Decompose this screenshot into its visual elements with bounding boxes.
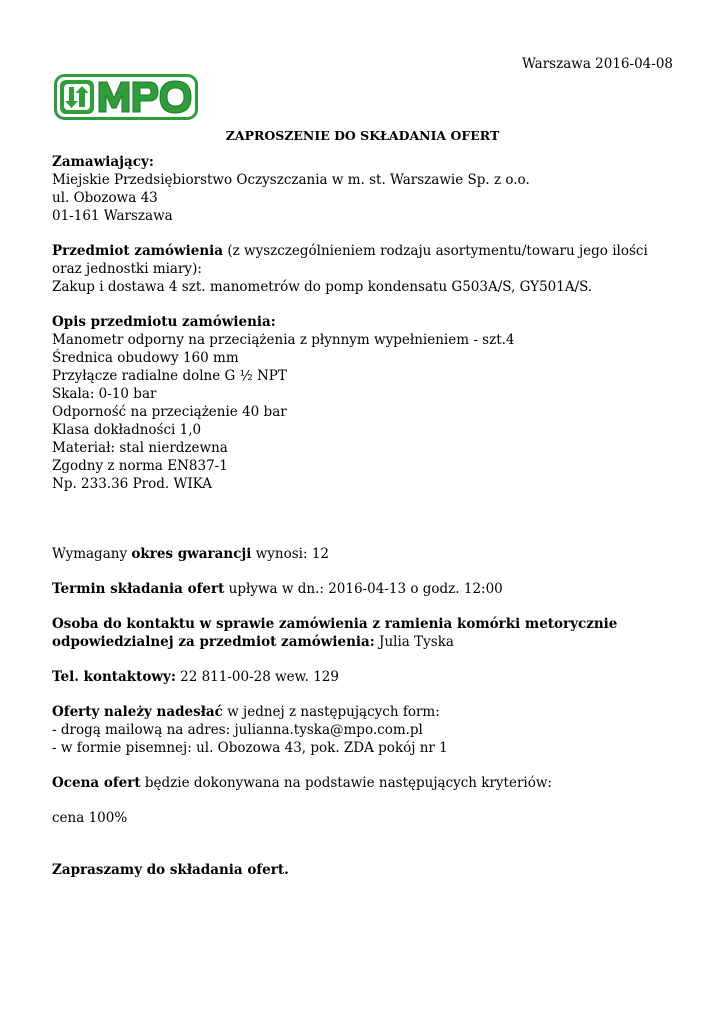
document-title: ZAPROSZENIE DO SKŁADANIA OFERT xyxy=(225,128,500,143)
evaluation-section xyxy=(52,774,677,792)
description-line: Przyłącze radialne dolne G ½ NPT xyxy=(52,368,287,384)
description-line: Klasa dokładności 1,0 xyxy=(52,422,202,438)
closing-invitation: Zapraszamy do składania ofert. xyxy=(52,862,289,878)
description-line: Średnica obudowy 160 mm xyxy=(52,350,239,366)
warranty-label: okres gwarancji xyxy=(131,546,252,562)
document-body xyxy=(52,153,677,879)
document-date: Warszawa 2016-04-08 xyxy=(521,56,673,72)
phone-section xyxy=(52,668,677,686)
offers-intro: w jednej z następujących form: xyxy=(222,704,440,720)
warranty-value: wynosi: 12 xyxy=(251,546,329,562)
contact-person-section xyxy=(52,615,677,651)
evaluation-criteria: cena 100% xyxy=(52,810,128,826)
offers-method: - drogą mailową na adres: julianna.tyska@mpo.com.pl xyxy=(52,722,423,738)
subject-section xyxy=(52,242,677,296)
offers-section xyxy=(52,703,677,757)
offers-method: - w formie pisemnej: ul. Obozowa 43, pok. ZDA pokój nr 1 xyxy=(52,740,448,756)
evaluation-intro: będzie dokonywana na podstawie następujących kryteriów: xyxy=(140,775,552,791)
deadline-label: Termin składania ofert xyxy=(52,581,225,597)
contact-person-label: Osoba do kontaktu w sprawie zamówienia z ramienia komórki metorycznie odpowiedzialnej za przedmiot zamówienia: xyxy=(52,616,618,650)
subject-text: Zakup i dostawa 4 szt. manometrów do pomp kondensatu G503A/S, GY501A/S. xyxy=(52,279,593,295)
evaluation-label: Ocena ofert xyxy=(52,775,141,791)
description-heading: Opis przedmiotu zamówienia: xyxy=(52,314,276,330)
deadline-section xyxy=(52,580,677,598)
buyer-section xyxy=(52,153,677,225)
subject-heading: Przedmiot zamówienia xyxy=(52,243,224,259)
buyer-line: 01-161 Warszawa xyxy=(52,208,173,224)
contact-person-value: Julia Tyska xyxy=(374,634,454,650)
description-line: Zgodny z norma EN837-1 xyxy=(52,458,228,474)
warranty-section xyxy=(52,545,677,563)
offers-label: Oferty należy nadesłać xyxy=(52,704,223,720)
buyer-line: Miejskie Przedsiębiorstwo Oczyszczania w m. st. Warszawie Sp. z o.o. xyxy=(52,172,530,188)
description-section xyxy=(52,313,677,493)
description-line: Np. 233.36 Prod. WIKA xyxy=(52,476,212,492)
warranty-prefix: Wymagany xyxy=(52,546,132,562)
subject-note: (z wyszczególnieniem rodzaju asortymentu/towaru jego ilości oraz jednostki miary): xyxy=(52,243,648,277)
buyer-line: ul. Obozowa 43 xyxy=(52,190,158,206)
phone-label: Tel. kontaktowy: xyxy=(52,669,176,685)
mpo-logo-icon xyxy=(54,74,198,120)
buyer-heading: Zamawiający: xyxy=(52,154,154,170)
phone-value: 22 811-00-28 wew. 129 xyxy=(175,669,339,685)
description-line: Manometr odporny na przeciążenia z płynnym wypełnieniem - szt.4 xyxy=(52,332,515,348)
deadline-value: upływa w dn.: 2016-04-13 o godz. 12:00 xyxy=(224,581,503,597)
description-line: Odporność na przeciążenie 40 bar xyxy=(52,404,287,420)
mpo-logo xyxy=(54,74,198,120)
description-line: Skala: 0-10 bar xyxy=(52,386,157,402)
description-line: Materiał: stal nierdzewna xyxy=(52,440,228,456)
